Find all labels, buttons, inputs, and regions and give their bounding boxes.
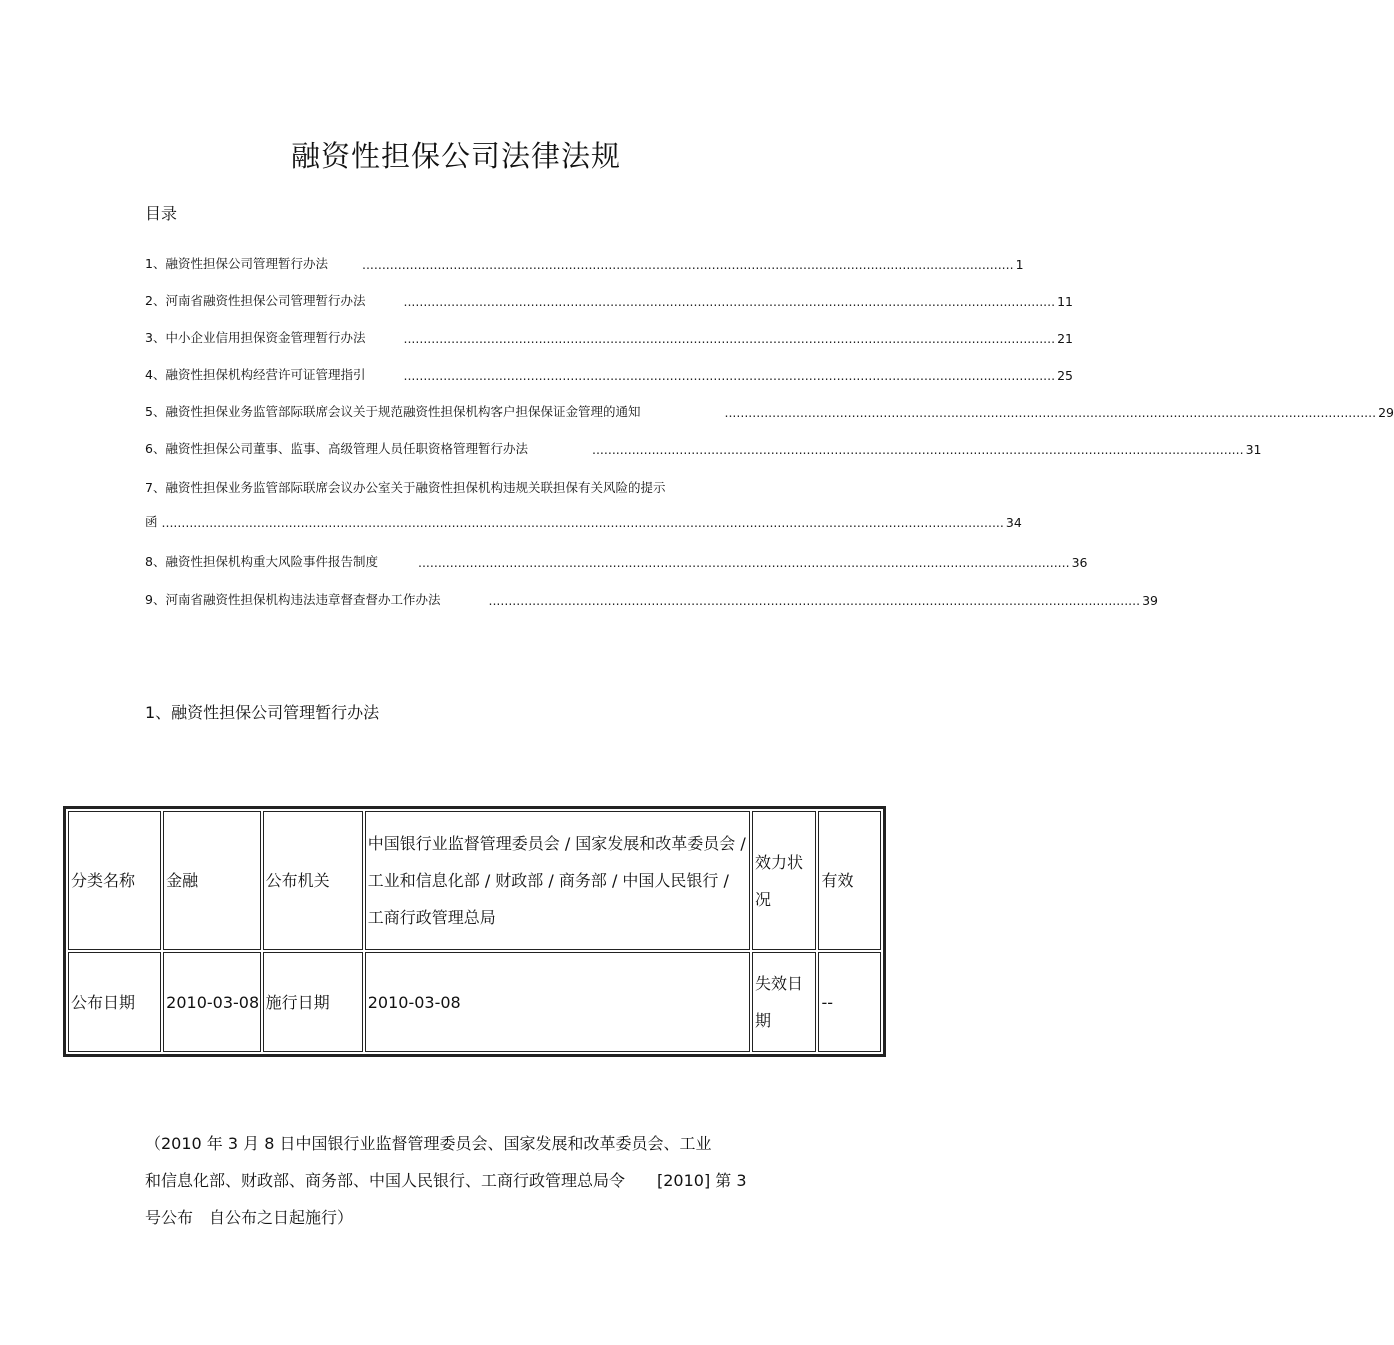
- toc-item-page: 25: [1057, 368, 1074, 383]
- publish-date-label: 公布日期: [68, 952, 161, 1052]
- toc-item-page: 29: [1378, 405, 1394, 420]
- toc-item-page: 11: [1057, 294, 1074, 309]
- toc-item-label: 9、河南省融资性担保机构违法违章督查督办工作办法: [145, 592, 441, 607]
- toc-leader-dots: ....................................................................................................................................................................: [417, 555, 1070, 570]
- toc-item-6[interactable]: [145, 433, 1262, 457]
- expiry-date-label: 失效日期: [752, 952, 816, 1052]
- note-line-1: （2010 年 3 月 8 日中国银行业监督管理委员会、国家发展和改革委员会、工业: [145, 1134, 712, 1153]
- toc-leader-dots: ....................................................................................................................................................................: [488, 593, 1141, 608]
- toc-leader-dots: ....................................................................................................................................................................: [724, 405, 1377, 420]
- toc-heading: 目录: [145, 204, 178, 223]
- toc-item-page: 1: [1015, 257, 1024, 272]
- issuer-label: 公布机关: [263, 811, 363, 950]
- promulgation-note: [145, 1125, 810, 1236]
- note-line-3: 号公布 自公布之日起施行）: [145, 1208, 354, 1227]
- toc-item-5[interactable]: [145, 396, 1394, 420]
- toc-item-label: 1、融资性担保公司管理暂行办法: [145, 256, 328, 271]
- regulation-info-table: [63, 806, 886, 1057]
- status-label: 效力状况: [752, 811, 816, 950]
- toc-leader-dots: ....................................................................................................................................................................: [403, 294, 1056, 309]
- toc-item-7[interactable]: [145, 506, 1022, 530]
- toc-item-label: 4、融资性担保机构经营许可证管理指引: [145, 367, 366, 382]
- toc-item-label: 5、融资性担保业务监管部际联席会议关于规范融资性担保机构客户担保保证金管理的通知: [145, 404, 641, 419]
- toc-item-3[interactable]: [145, 322, 1074, 346]
- toc-leader-dots: ....................................................................................................................................................................: [361, 257, 1014, 272]
- section-heading: 1、融资性担保公司管理暂行办法: [145, 703, 380, 722]
- toc-item-page: 21: [1057, 331, 1074, 346]
- toc-item-page: 31: [1245, 442, 1262, 457]
- toc-item-label: 8、融资性担保机构重大风险事件报告制度: [145, 554, 378, 569]
- toc-item-label: 2、河南省融资性担保公司管理暂行办法: [145, 293, 366, 308]
- document-title: 融资性担保公司法律法规: [290, 139, 621, 173]
- toc-item-page: 34: [1005, 515, 1022, 530]
- toc-item-page: 39: [1142, 593, 1159, 608]
- toc-leader-dots: ....................................................................................................................................................................: [591, 442, 1244, 457]
- toc-item-label-cont: 函: [145, 514, 158, 529]
- toc-item-label: 6、融资性担保公司董事、监事、高级管理人员任职资格管理暂行办法: [145, 441, 528, 456]
- category-value: 金融: [163, 811, 260, 950]
- toc-item-1[interactable]: [145, 248, 1024, 272]
- toc-leader-dots: ....................................................................................................................................................................: [403, 368, 1056, 383]
- toc-item-2[interactable]: [145, 285, 1074, 309]
- table-row: [68, 811, 881, 950]
- toc-item-8[interactable]: [145, 546, 1088, 570]
- toc-item-9[interactable]: [145, 584, 1159, 608]
- expiry-date-value: --: [818, 952, 881, 1052]
- publish-date-value: 2010-03-08: [163, 952, 260, 1052]
- toc-leader-dots: ....................................................................................................................................................................................................................: [161, 515, 1004, 530]
- toc-item-page: 36: [1071, 555, 1088, 570]
- toc-item-7-label[interactable]: 7、融资性担保业务监管部际联席会议办公室关于融资性担保机构违规关联担保有关风险的提示: [145, 480, 666, 495]
- toc-item-label: 3、中小企业信用担保资金管理暂行办法: [145, 330, 366, 345]
- status-value: 有效: [818, 811, 881, 950]
- effective-date-label: 施行日期: [263, 952, 363, 1052]
- issuer-value: 中国银行业监督管理委员会 / 国家发展和改革委员会 / 工业和信息化部 / 财政部 / 商务部 / 中国人民银行 / 工商行政管理总局: [365, 811, 750, 950]
- toc-leader-dots: ....................................................................................................................................................................: [403, 331, 1056, 346]
- table-row: [68, 952, 881, 1052]
- toc-item-4[interactable]: [145, 359, 1074, 383]
- effective-date-value: 2010-03-08: [365, 952, 750, 1052]
- note-line-2: 和信息化部、财政部、商务部、中国人民银行、工商行政管理总局令 [2010] 第 3: [145, 1171, 747, 1190]
- category-label: 分类名称: [68, 811, 161, 950]
